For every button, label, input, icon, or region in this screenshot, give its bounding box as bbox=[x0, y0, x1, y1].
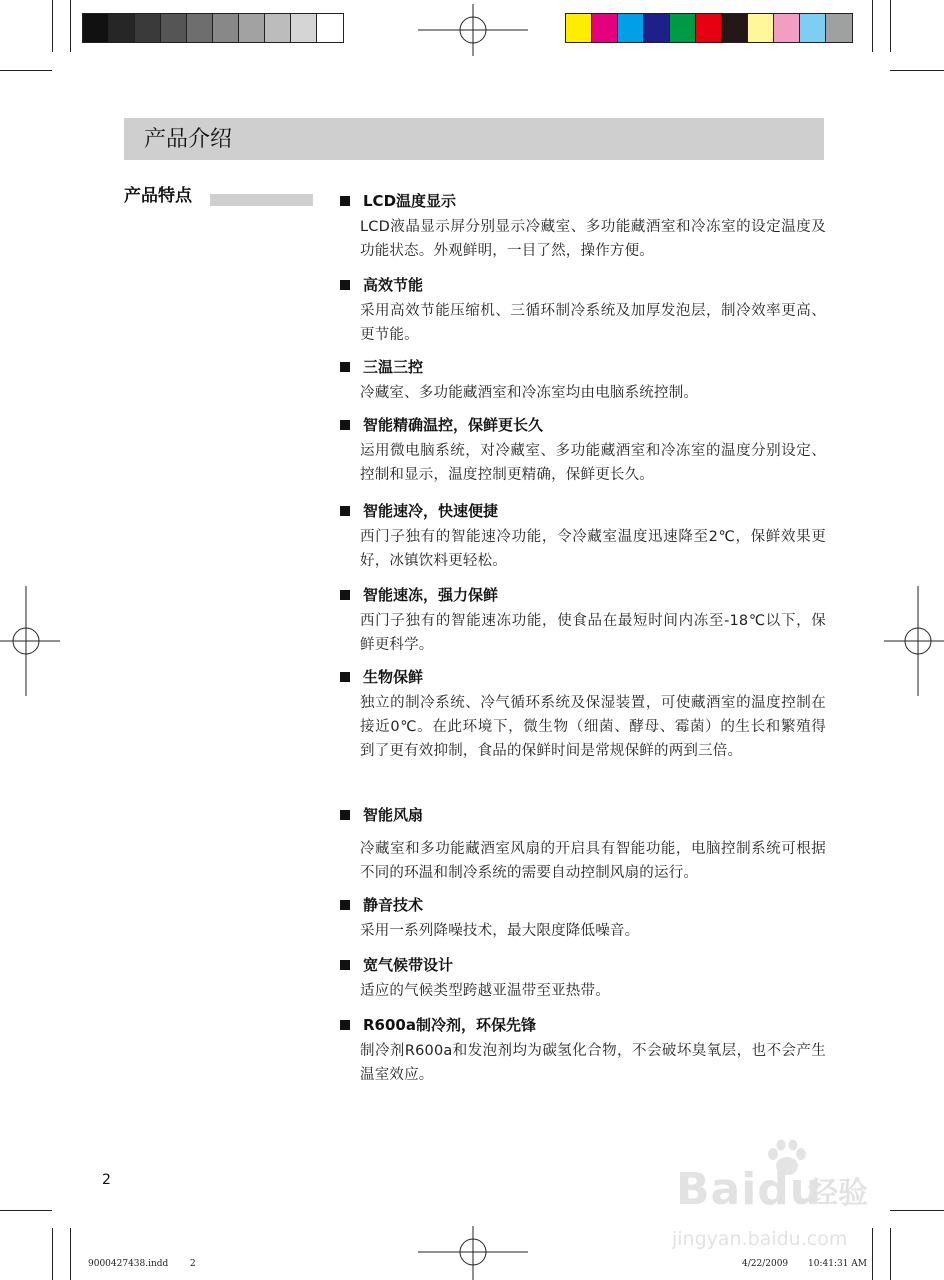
bullet-square-icon bbox=[340, 420, 350, 430]
feature-desc: 适应的气候类型跨越亚温带至亚热带。 bbox=[360, 983, 610, 999]
registration-mark-top bbox=[418, 4, 528, 56]
color-swatch bbox=[774, 14, 800, 42]
feature-desc: LCD液晶显示屏分别显示冷藏室、多功能藏酒室和冷冻室的设定温度及功能状态。外观鲜明，一目了然，操作方便。 bbox=[360, 219, 826, 259]
bullet-square-icon bbox=[340, 362, 350, 372]
feature-item bbox=[340, 274, 830, 347]
gray-swatch bbox=[161, 14, 187, 42]
feature-item bbox=[340, 1014, 830, 1087]
watermark-logo: Baidu bbox=[676, 1164, 823, 1215]
feature-desc: 西门子独有的智能速冷功能，令冷藏室温度迅速降至2℃，保鲜效果更好，冰镇饮料更轻松。 bbox=[360, 529, 826, 569]
feature-desc: 西门子独有的智能速冻功能，使食品在最短时间内冻至-18℃以下，保鲜更科学。 bbox=[360, 613, 826, 653]
color-swatch bbox=[644, 14, 670, 42]
feature-desc: 采用一系列降噪技术，最大限度降低噪音。 bbox=[360, 923, 640, 939]
crop-mark bbox=[70, 1228, 71, 1280]
baidu-watermark bbox=[668, 1138, 898, 1268]
crop-mark bbox=[890, 70, 944, 71]
bullet-square-icon bbox=[340, 506, 350, 516]
feature-title: 智能速冻，强力保鲜 bbox=[363, 586, 499, 604]
color-swatch bbox=[826, 14, 852, 42]
bullet-square-icon bbox=[340, 672, 350, 682]
color-swatch bbox=[566, 14, 592, 42]
bullet-square-icon bbox=[340, 960, 350, 970]
feature-item bbox=[340, 954, 830, 1003]
feature-desc: 冷藏室和多功能藏酒室风扇的开启具有智能功能，电脑控制系统可根据不同的环温和制冷系统的需要自动控制风扇的运行。 bbox=[360, 841, 826, 881]
color-swatch bbox=[592, 14, 618, 42]
crop-mark bbox=[0, 70, 52, 71]
feature-title: 高效节能 bbox=[363, 276, 424, 294]
feature-item bbox=[340, 666, 830, 763]
color-swatch bbox=[722, 14, 748, 42]
crop-mark bbox=[872, 0, 873, 52]
crop-mark bbox=[890, 1210, 944, 1211]
bullet-square-icon bbox=[340, 196, 350, 206]
color-calibration-bar bbox=[565, 13, 853, 43]
page-title: 产品介绍 bbox=[144, 127, 233, 152]
registration-mark-bottom bbox=[418, 1226, 528, 1280]
bullet-square-icon bbox=[340, 280, 350, 290]
feature-title: 智能速冷，快速便捷 bbox=[363, 502, 499, 520]
page-number: 2 bbox=[102, 1172, 111, 1188]
gray-swatch bbox=[187, 14, 213, 42]
feature-item bbox=[340, 894, 830, 943]
grayscale-calibration-bar bbox=[82, 13, 344, 43]
feature-title: 智能精确温控，保鲜更长久 bbox=[363, 416, 544, 434]
footer-page: 2 bbox=[190, 1259, 196, 1269]
watermark-brand: 经验 bbox=[808, 1176, 868, 1211]
gray-swatch bbox=[291, 14, 317, 42]
feature-desc: 采用高效节能压缩机、三循环制冷系统及加厚发泡层，制冷效率更高、更节能。 bbox=[360, 303, 826, 343]
gray-swatch bbox=[109, 14, 135, 42]
gray-swatch bbox=[135, 14, 161, 42]
feature-item bbox=[340, 584, 830, 657]
footer-time: 10:41:31 AM bbox=[808, 1259, 867, 1269]
feature-desc: 独立的制冷系统、冷气循环系统及保湿装置，可使藏酒室的温度控制在接近0℃。在此环境下，微生物（细菌、酵母、霉菌）的生长和繁殖得到了更有效抑制，食品的保鲜时间是常规保鲜的两到三倍。 bbox=[360, 695, 826, 759]
crop-mark bbox=[52, 1228, 53, 1280]
registration-mark-left bbox=[0, 586, 60, 696]
watermark-url: jingyan.baidu.com bbox=[672, 1228, 848, 1250]
feature-title: LCD温度显示 bbox=[363, 192, 457, 210]
feature-item bbox=[340, 190, 830, 263]
footer-filename: 9000427438.indd bbox=[88, 1259, 169, 1269]
feature-title: 静音技术 bbox=[363, 896, 424, 914]
color-swatch bbox=[748, 14, 774, 42]
crop-mark bbox=[70, 0, 71, 52]
crop-mark bbox=[0, 1210, 52, 1211]
feature-item bbox=[340, 500, 830, 573]
feature-title: 智能风扇 bbox=[363, 806, 424, 824]
feature-title: 三温三控 bbox=[363, 358, 424, 376]
bullet-square-icon bbox=[340, 590, 350, 600]
crop-mark bbox=[890, 0, 891, 52]
feature-title: 生物保鲜 bbox=[363, 668, 424, 686]
crop-mark bbox=[52, 0, 53, 52]
gray-swatch bbox=[83, 14, 109, 42]
gray-swatch bbox=[239, 14, 265, 42]
footer-date: 4/22/2009 bbox=[742, 1259, 789, 1269]
section-label: 产品特点 bbox=[124, 186, 192, 206]
color-swatch bbox=[670, 14, 696, 42]
feature-desc: 运用微电脑系统，对冷藏室、多功能藏酒室和冷冻室的温度分别设定、控制和显示，温度控制更精确，保鲜更长久。 bbox=[360, 443, 826, 483]
registration-mark-right bbox=[884, 586, 944, 696]
feature-desc: 制冷剂R600a和发泡剂均为碳氢化合物，不会破坏臭氧层，也不会产生温室效应。 bbox=[360, 1043, 826, 1083]
color-swatch bbox=[618, 14, 644, 42]
section-rule bbox=[210, 194, 313, 206]
feature-desc: 冷藏室、多功能藏酒室和冷冻室均由电脑系统控制。 bbox=[360, 385, 699, 401]
feature-title: 宽气候带设计 bbox=[363, 956, 454, 974]
bullet-square-icon bbox=[340, 810, 350, 820]
gray-swatch bbox=[317, 14, 343, 42]
feature-item bbox=[340, 414, 830, 487]
feature-item bbox=[340, 356, 830, 405]
color-swatch bbox=[696, 14, 722, 42]
bullet-square-icon bbox=[340, 1020, 350, 1030]
color-swatch bbox=[800, 14, 826, 42]
gray-swatch bbox=[265, 14, 291, 42]
feature-item bbox=[340, 804, 830, 885]
bullet-square-icon bbox=[340, 900, 350, 910]
feature-title: R600a制冷剂，环保先锋 bbox=[363, 1016, 536, 1034]
gray-swatch bbox=[213, 14, 239, 42]
